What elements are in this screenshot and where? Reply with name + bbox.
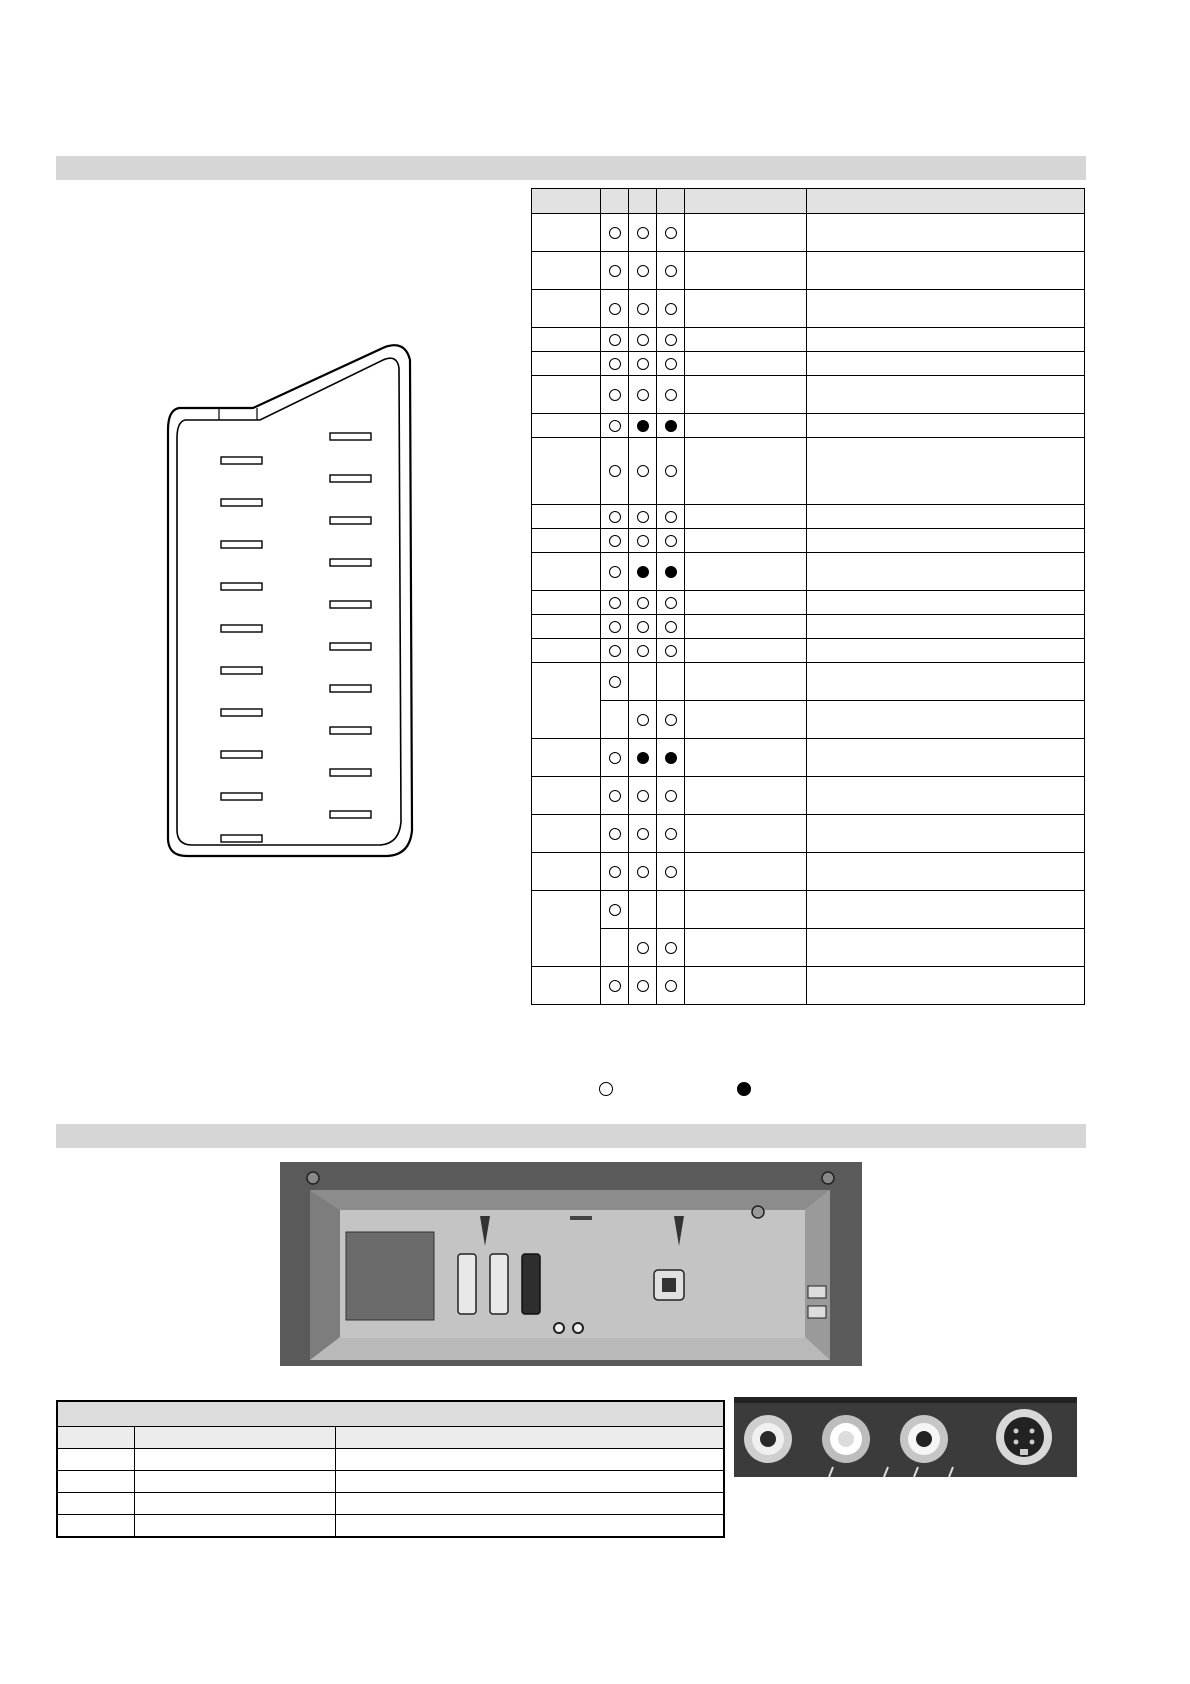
table-row <box>57 1449 724 1471</box>
pin-number-cell <box>532 352 601 376</box>
empty-circle-icon <box>665 645 677 657</box>
description-cell <box>807 505 1085 529</box>
pin-status-cell <box>601 438 629 505</box>
pin-status-cell <box>657 505 685 529</box>
pin-status-cell <box>601 529 629 553</box>
empty-circle-icon <box>637 334 649 346</box>
pin-status-cell <box>629 505 657 529</box>
pin-number-cell <box>532 328 601 352</box>
description-cell <box>807 328 1085 352</box>
table-row <box>532 591 1085 615</box>
scart-pin-slot <box>221 835 262 842</box>
empty-circle-icon <box>637 597 649 609</box>
signal-cell <box>685 639 807 663</box>
pin-status-cell <box>601 214 629 252</box>
pin-number-cell <box>532 214 601 252</box>
pin-status-cell <box>657 929 685 967</box>
pin-status-cell <box>657 438 685 505</box>
signal-cell <box>685 252 807 290</box>
scart-pin-slot <box>330 727 371 734</box>
pin-status-cell <box>601 967 629 1005</box>
empty-circle-icon <box>609 904 621 916</box>
pin-status-cell <box>601 414 629 438</box>
empty-circle-icon <box>637 645 649 657</box>
scart-pin-slot <box>330 769 371 776</box>
empty-circle-icon <box>637 303 649 315</box>
pin-status-cell <box>657 815 685 853</box>
header-col2 <box>629 189 657 214</box>
scart-pin-slot <box>330 811 371 818</box>
table-row <box>532 891 1085 929</box>
signal-cell <box>685 777 807 815</box>
pin-status-cell <box>629 591 657 615</box>
table-row <box>532 290 1085 328</box>
description-cell <box>807 214 1085 252</box>
pin-status-cell <box>657 777 685 815</box>
section-header-rear-panel <box>56 1124 1086 1148</box>
description-cell <box>807 853 1085 891</box>
empty-circle-icon <box>609 265 621 277</box>
empty-circle-icon <box>609 597 621 609</box>
empty-circle-icon <box>665 597 677 609</box>
pin-status-cell <box>657 615 685 639</box>
empty-circle-icon <box>665 714 677 726</box>
pin-status-cell <box>629 214 657 252</box>
pin-status-cell <box>601 591 629 615</box>
pin-status-cell <box>629 438 657 505</box>
pin-status-cell <box>601 663 629 701</box>
pin-status-cell <box>657 214 685 252</box>
empty-circle-icon <box>637 389 649 401</box>
rca-jack-icon <box>822 1415 870 1463</box>
empty-circle-icon <box>665 358 677 370</box>
header-pin <box>532 189 601 214</box>
empty-circle-icon <box>637 621 649 633</box>
signal-cell <box>685 853 807 891</box>
connector-header-pin <box>57 1427 134 1449</box>
table-row <box>532 853 1085 891</box>
scart-pin-slot <box>221 667 262 674</box>
empty-circle-icon <box>665 980 677 992</box>
empty-circle-icon <box>609 828 621 840</box>
section-header-scart <box>56 156 1086 180</box>
pin-status-cell <box>601 739 629 777</box>
pin-number-cell <box>532 853 601 891</box>
empty-circle-icon <box>609 227 621 239</box>
table-row <box>532 815 1085 853</box>
empty-circle-icon <box>665 511 677 523</box>
filled-circle-icon <box>637 420 649 432</box>
empty-circle-icon <box>609 676 621 688</box>
pin-status-cell <box>629 639 657 663</box>
description-cell <box>807 352 1085 376</box>
signal-cell <box>685 505 807 529</box>
empty-circle-icon <box>665 828 677 840</box>
table-row <box>532 615 1085 639</box>
pin-status-cell <box>657 414 685 438</box>
empty-circle-icon <box>665 334 677 346</box>
signal-cell <box>685 891 807 929</box>
pin-status-cell <box>629 328 657 352</box>
pin-number-cell <box>532 376 601 414</box>
pin-number-cell <box>532 438 601 505</box>
description-cell <box>807 739 1085 777</box>
empty-circle-icon <box>609 334 621 346</box>
filled-circle-icon <box>665 752 677 764</box>
legend-filled-circle-icon <box>737 1082 751 1096</box>
empty-circle-icon <box>637 465 649 477</box>
pin-number-cell <box>532 739 601 777</box>
pin-status-cell <box>629 701 657 739</box>
rear-panel-photo <box>280 1162 862 1366</box>
table-row <box>532 505 1085 529</box>
pin-status-cell <box>601 777 629 815</box>
table-row <box>532 376 1085 414</box>
empty-circle-icon <box>609 389 621 401</box>
connector-table <box>56 1400 725 1538</box>
signal-cell <box>685 701 807 739</box>
pin-status-cell <box>629 290 657 328</box>
empty-circle-icon <box>637 980 649 992</box>
pin-table-header <box>532 189 1085 214</box>
pin-status-cell <box>629 553 657 591</box>
pin-status-cell <box>629 815 657 853</box>
pin-status-cell <box>657 591 685 615</box>
empty-circle-icon <box>609 511 621 523</box>
empty-circle-icon <box>637 358 649 370</box>
s-video-jack-icon <box>996 1409 1052 1465</box>
signal-cell <box>685 376 807 414</box>
description-cell <box>807 967 1085 1005</box>
connector-table-header <box>57 1427 724 1449</box>
pin-status-cell <box>601 553 629 591</box>
empty-circle-icon <box>665 389 677 401</box>
table-row <box>532 214 1085 252</box>
scart-pin-slot <box>221 457 262 464</box>
pin-status-cell <box>601 505 629 529</box>
table-row <box>57 1471 724 1493</box>
empty-circle-icon <box>609 420 621 432</box>
pin-status-cell <box>657 252 685 290</box>
table-row <box>532 701 1085 739</box>
pin-status-cell <box>629 414 657 438</box>
pin-status-cell <box>601 376 629 414</box>
description-cell <box>807 290 1085 328</box>
description-cell <box>807 591 1085 615</box>
description-cell <box>807 891 1085 929</box>
pin-status-cell <box>629 663 657 701</box>
pin-status-cell <box>657 663 685 701</box>
empty-circle-icon <box>637 714 649 726</box>
header-col3 <box>657 189 685 214</box>
empty-circle-icon <box>665 465 677 477</box>
description-cell <box>807 529 1085 553</box>
empty-circle-icon <box>665 866 677 878</box>
description-cell <box>807 701 1085 739</box>
description-cell <box>807 663 1085 701</box>
pin-number-cell <box>532 290 601 328</box>
pin-status-cell <box>629 352 657 376</box>
signal-cell <box>685 553 807 591</box>
pin-status-cell <box>601 290 629 328</box>
scart-pin-slot <box>330 517 371 524</box>
rca-jack-icon <box>900 1415 948 1463</box>
scart-pins <box>221 433 371 842</box>
pin-status-cell <box>601 252 629 290</box>
empty-circle-icon <box>609 866 621 878</box>
pin-number-cell <box>532 252 601 290</box>
empty-circle-icon <box>637 227 649 239</box>
pin-table <box>531 188 1085 1005</box>
scart-pin-slot <box>330 559 371 566</box>
pin-status-cell <box>629 252 657 290</box>
signal-cell <box>685 529 807 553</box>
description-cell <box>807 615 1085 639</box>
av-jacks-photo <box>734 1397 1077 1477</box>
scart-pin-slot <box>330 685 371 692</box>
table-row <box>532 414 1085 438</box>
signal-cell <box>685 352 807 376</box>
scart-pin-slot <box>221 709 262 716</box>
empty-circle-icon <box>665 790 677 802</box>
table-row <box>532 639 1085 663</box>
pin-status-cell <box>629 777 657 815</box>
scart-pin-slot <box>221 751 262 758</box>
pin-number-cell <box>532 777 601 815</box>
description-cell <box>807 414 1085 438</box>
header-description <box>807 189 1085 214</box>
table-row <box>532 328 1085 352</box>
description-cell <box>807 438 1085 505</box>
pin-status-cell <box>601 352 629 376</box>
empty-circle-icon <box>637 265 649 277</box>
pin-status-cell <box>629 967 657 1005</box>
table-row <box>532 438 1085 505</box>
pin-status-cell <box>629 853 657 891</box>
empty-circle-icon <box>609 535 621 547</box>
empty-circle-icon <box>665 227 677 239</box>
signal-cell <box>685 414 807 438</box>
empty-circle-icon <box>609 645 621 657</box>
scart-connector-diagram <box>165 340 425 865</box>
pin-number-cell <box>532 815 601 853</box>
pin-status-cell <box>601 815 629 853</box>
connector-table-title <box>57 1401 724 1427</box>
pin-number-cell <box>532 553 601 591</box>
pin-status-cell <box>601 853 629 891</box>
table-row <box>532 929 1085 967</box>
empty-circle-icon <box>609 621 621 633</box>
empty-circle-icon <box>609 980 621 992</box>
pin-status-cell <box>657 290 685 328</box>
rca-jack-icon <box>744 1415 792 1463</box>
pin-status-cell <box>629 891 657 929</box>
pin-number-cell <box>532 967 601 1005</box>
pin-status-cell <box>657 701 685 739</box>
pin-number-cell <box>532 615 601 639</box>
pin-number-cell <box>532 591 601 615</box>
filled-circle-icon <box>637 752 649 764</box>
signal-cell <box>685 591 807 615</box>
table-row <box>532 777 1085 815</box>
pin-status-cell <box>601 615 629 639</box>
table-row <box>532 663 1085 701</box>
signal-cell <box>685 615 807 639</box>
pin-number-cell <box>532 663 601 739</box>
pin-status-cell <box>629 376 657 414</box>
scart-pin-slot <box>221 541 262 548</box>
scart-pin-slot <box>330 601 371 608</box>
description-cell <box>807 553 1085 591</box>
empty-circle-icon <box>665 265 677 277</box>
signal-cell <box>685 663 807 701</box>
pin-status-cell <box>657 328 685 352</box>
empty-circle-icon <box>637 942 649 954</box>
table-row <box>57 1515 724 1538</box>
description-cell <box>807 639 1085 663</box>
signal-cell <box>685 815 807 853</box>
pin-number-cell <box>532 505 601 529</box>
table-row <box>532 967 1085 1005</box>
empty-circle-icon <box>665 942 677 954</box>
scart-pin-slot <box>330 643 371 650</box>
pin-number-cell <box>532 639 601 663</box>
scart-pin-slot <box>330 475 371 482</box>
table-row <box>532 739 1085 777</box>
description-cell <box>807 376 1085 414</box>
table-row <box>532 352 1085 376</box>
pin-number-cell <box>532 891 601 967</box>
pin-status-cell <box>657 853 685 891</box>
empty-circle-icon <box>665 303 677 315</box>
scart-pin-slot <box>330 433 371 440</box>
description-cell <box>807 815 1085 853</box>
empty-circle-icon <box>609 358 621 370</box>
connector-header-signal <box>134 1427 335 1449</box>
filled-circle-icon <box>665 566 677 578</box>
pin-status-cell <box>657 739 685 777</box>
connector-header-description <box>335 1427 724 1449</box>
pin-status-cell <box>657 553 685 591</box>
empty-circle-icon <box>609 566 621 578</box>
pin-status-cell <box>657 891 685 929</box>
empty-circle-icon <box>609 790 621 802</box>
signal-cell <box>685 967 807 1005</box>
description-cell <box>807 777 1085 815</box>
empty-circle-icon <box>637 511 649 523</box>
scart-pin-slot <box>221 625 262 632</box>
filled-circle-icon <box>665 420 677 432</box>
description-cell <box>807 252 1085 290</box>
signal-cell <box>685 438 807 505</box>
connector-table-title-row <box>57 1401 724 1427</box>
empty-circle-icon <box>637 866 649 878</box>
empty-circle-icon <box>665 621 677 633</box>
pin-status-cell <box>629 929 657 967</box>
pin-status-cell <box>601 639 629 663</box>
empty-circle-icon <box>637 790 649 802</box>
pin-number-cell <box>532 414 601 438</box>
empty-circle-icon <box>637 535 649 547</box>
empty-circle-icon <box>609 303 621 315</box>
header-col1 <box>601 189 629 214</box>
empty-circle-icon <box>609 465 621 477</box>
pin-status-cell <box>657 376 685 414</box>
signal-cell <box>685 739 807 777</box>
table-row <box>57 1493 724 1515</box>
description-cell <box>807 929 1085 967</box>
filled-circle-icon <box>637 566 649 578</box>
table-row <box>532 252 1085 290</box>
pin-number-cell <box>532 529 601 553</box>
scart-pin-slot <box>221 499 262 506</box>
empty-circle-icon <box>665 535 677 547</box>
table-row <box>532 553 1085 591</box>
pin-status-cell <box>629 615 657 639</box>
legend-empty-circle-icon <box>599 1082 613 1096</box>
scart-pin-slot <box>221 583 262 590</box>
pin-status-cell <box>601 701 629 739</box>
pin-status-cell <box>657 529 685 553</box>
pin-status-cell <box>657 639 685 663</box>
scart-pin-slot <box>221 793 262 800</box>
signal-cell <box>685 290 807 328</box>
table-row <box>532 529 1085 553</box>
header-signal <box>685 189 807 214</box>
pin-status-cell <box>657 967 685 1005</box>
signal-cell <box>685 929 807 967</box>
empty-circle-icon <box>609 752 621 764</box>
pin-status-cell <box>601 891 629 929</box>
pin-status-cell <box>601 929 629 967</box>
empty-circle-icon <box>637 828 649 840</box>
signal-cell <box>685 328 807 352</box>
signal-cell <box>685 214 807 252</box>
pin-status-cell <box>601 328 629 352</box>
pin-status-cell <box>629 739 657 777</box>
pin-status-cell <box>657 352 685 376</box>
pin-status-cell <box>629 529 657 553</box>
